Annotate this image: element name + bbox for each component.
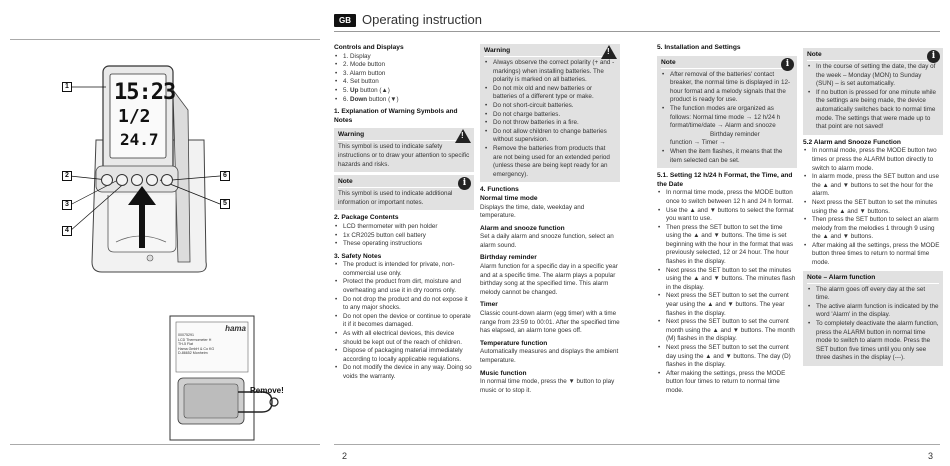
alarm-settings-list [803,147,943,267]
warning-icon: ! [455,129,471,143]
date-note-box [803,48,943,135]
callout-2: 2 [62,171,72,181]
list-text: The function modes are organized as follows: Normal time mode → 12 h/24 h format/time/date → Alarm and snooze [670,104,781,130]
warning-box [334,128,474,172]
device-button-up[interactable] [161,174,173,186]
list-bold: Up [350,86,359,94]
section-5-2-heading: 5.2 Alarm and Snooze Function [803,138,901,146]
list-item: • Do not short-circuit batteries. [484,102,616,111]
normal-mode-heading: Normal time mode [480,194,538,202]
info-icon: i [927,50,940,63]
page-number-left: 2 [342,451,348,461]
list-text: function → Timer → [670,139,726,147]
info-icon: i [458,177,471,190]
list-item: • 2. Mode button [334,61,474,70]
list-text: Birthday reminder [710,130,760,138]
list-item: • In normal mode, press the MODE button two times or press the ALARM button directly to switch to alarm mode. [803,147,943,173]
list-item [661,105,793,148]
list-item: • LCD thermometer with pen holder [334,223,474,232]
alarm-note-list [807,286,939,363]
column-1 [334,44,474,382]
list-item: • 4. Set button [334,78,474,87]
lcd-line-1: 15:23 [114,80,176,105]
list-bold: Down [350,95,368,103]
battery-brand: hama [225,324,246,333]
header-title: Operating instruction [362,12,482,27]
alarm-text: Set a daily alarm and snooze function, select an alarm sound. [480,233,614,249]
device-button-down[interactable] [146,174,158,186]
safety-list [334,261,474,381]
alarm-heading: Alarm and snooze function [480,224,565,232]
list-item: • After making the settings, press the MODE button four times to return to normal time mode. [657,370,797,396]
section-1-heading: 1. Explanation of Warning Symbols and Notes [334,108,458,124]
list-item: • In alarm mode, press the SET button and use the ▲ and ▼ buttons to set the hour for the alarm. [803,173,943,199]
date-note-list [807,63,939,132]
list-item: • When the item flashes, it means that the item selected can be set. [661,148,793,165]
callout-5: 5 [220,199,230,209]
battery-warning-list [484,59,616,179]
list-item: • 1. Display [334,53,474,62]
callout-1: 1 [62,82,72,92]
installation-note-list [661,71,793,166]
installation-note-box [657,56,797,169]
battery-label-line: LCD Thermometer H [178,337,212,342]
list-item: • Then press the SET button to select an alarm melody from the melodies 1 through 9 using the ▲ and ▼ buttons. [803,216,943,242]
list-item: • Always observe the correct polarity (+ and - markings) when installing batteries. The polarity is marked on all batteries. [484,59,616,85]
list-item: • Next press the SET button to set the current month using the ▲ and ▼ buttons. The month (M) flashes in the display. [657,318,797,344]
device-illustration [0,0,330,450]
warning-text: This symbol is used to indicate safety instructions or to draw your attention to specific hazards and risks. [338,143,470,168]
list-item: • In the course of setting the date, the day of the week – Monday (MON) to Sunday (SUN) – is set automatically. [807,63,939,89]
list-item: • The product is intended for private, non-commercial use only. [334,261,474,278]
list-item: • As with all electrical devices, this device should be kept out of the reach of children. [334,330,474,347]
battery-warning-box [480,44,620,182]
time-settings-list [657,189,797,395]
list-item: • Protect the product from dirt, moisture and overheating and use it in dry rooms only. [334,278,474,295]
battery-label [178,324,246,356]
birthday-text: Alarm function for a specific day in a specific year and at a specific time. The alarm plays a popular birthday song at the specified time. This alarm melody cannot be changed. [480,263,618,296]
list-item: • After making all the settings, press the MODE button three times to return to normal time mode. [803,242,943,268]
list-item: • Do not throw batteries in a fire. [484,119,616,128]
device-button-alarm[interactable] [116,174,128,186]
callout-6: 6 [220,171,230,181]
list-item: • The alarm goes off every day at the set time. [807,286,939,303]
list-item: • Do not charge batteries. [484,111,616,120]
list-item: • Next press the SET button to set the current year using the ▲ and ▼ buttons. The year flashes in the display. [657,292,797,318]
list-item: • After removal of the batteries' contact breaker, the normal time is displayed in 12-hour format and a melody signals that the product is ready for use. [661,71,793,105]
list-text: button (▲) [358,86,390,94]
language-badge: GB [334,14,356,27]
column-2 [480,44,620,395]
list-text: 6. [343,95,351,103]
birthday-heading: Birthday reminder [480,254,537,262]
column-4 [803,44,943,369]
list-item: • In normal time mode, press the MODE button once to switch between 12 h and 24 h format. [657,189,797,206]
list-item: • These operating instructions [334,240,474,249]
section-4-heading: 4. Functions [480,186,519,194]
battery-label-line: D-86652 Monheim [178,351,208,356]
list-item: • Next press the SET button to set the minutes using the ▲ and ▼ buttons. The minutes flash in the display. [657,267,797,293]
list-item: • Next press the SET button to set the current day using the ▲ and ▼ buttons. The day (D) flashes in the display. [657,344,797,370]
note-box [334,175,474,210]
warning-title: Warning [338,130,470,141]
section-5-heading: 5. Installation and Settings [657,44,741,51]
battery-label-line: Hama GmbH & Co KG [178,346,215,351]
device-button-set[interactable] [101,174,113,186]
note-title: Note [661,58,793,69]
temperature-text: Automatically measures and displays the ambient temperature. [480,348,619,364]
list-item: • To completely deactivate the alarm function, press the ALARM button in normal time mode to switch to alarm mode. Press the SET button five times until you only see three dashes in the display (---). [807,320,939,363]
note-text: This symbol is used to indicate additional information or important notes. [338,190,453,206]
controls-list [334,53,474,105]
section-5-1-heading: 5.1. Setting 12 h/24 h Format, the Time, and the Date [657,172,793,188]
list-item: • Do not allow children to change batteries without supervision. [484,128,616,145]
list-item: • Remove the batteries from products that are not being used for an extended period (unless these are being kept ready for an emergency). [484,145,616,179]
info-icon: i [781,58,794,71]
page-number-right: 3 [928,451,934,461]
music-text: In normal time mode, press the ▼ button to play music or to stop it. [480,378,615,394]
remove-label: Remove! [250,386,284,395]
list-item: • Do not modify the device in any way. Doing so voids the warranty. [334,364,474,381]
note-title: Note [338,177,470,188]
warning-title: Warning [484,46,616,57]
list-text: 5. [343,86,351,94]
list-item: • If no button is pressed for one minute while the settings are being made, the device automatically switches back to normal time mode. The settings that were made up to that point are not saved! [807,89,939,132]
header-rule [334,31,940,32]
list-item: • Next press the SET button to set the minutes using the ▲ and ▼ buttons. [803,199,943,216]
warning-icon: ! [601,45,617,59]
lcd-line-3: 24.7 [120,130,159,149]
temperature-heading: Temperature function [480,339,548,347]
section-2-heading: 2. Package Contents [334,214,399,222]
list-item [334,96,474,105]
list-item: • Do not mix old and new batteries or batteries of a different type or make. [484,85,616,102]
list-item: • Use the ▲ and ▼ buttons to select the format you want to use. [657,207,797,224]
list-item: • Dispose of packaging material immediately according to locally applicable regulations. [334,347,474,364]
note-title: Note [807,50,939,61]
list-item: • 3. Alarm button [334,70,474,79]
device-button-mode[interactable] [131,174,143,186]
alarm-note-box [803,271,943,366]
list-text: button (▼) [367,95,399,103]
list-item: • Then press the SET button to set the time using the ▲ and ▼ buttons. The time is set beginning with the hour in the format that was previously selected, 12 or 24 hour. The hour flashes in the display. [657,224,797,267]
package-list [334,223,474,249]
list-item: • 1x CR2025 button cell battery [334,232,474,241]
list-item: • Do not open the device or continue to operate it if it becomes damaged. [334,313,474,330]
list-item [334,87,474,96]
section-3-heading: 3. Safety Notes [334,252,382,260]
list-item: • The active alarm function is indicated by the word 'Alarm' in the display. [807,303,939,320]
normal-mode-text: Displays the time, date, weekday and temperature. [480,203,585,220]
music-heading: Music function [480,369,527,377]
controls-heading: Controls and Displays [334,44,404,51]
callout-3: 3 [62,200,72,210]
column-3 [657,44,797,396]
right-bottom-rule [334,444,940,445]
list-item: • Do not drop the product and do not expose it to any major shocks. [334,296,474,313]
timer-text: Classic count-down alarm (egg timer) with a time range from 23:59 to 00:01. After the specified time has elapsed, an alarm tone goes off. [480,310,620,335]
battery-label-line: TH-5 Flat [178,342,193,347]
lcd-line-2: 1/2 [118,106,151,127]
alarm-note-title: Note – Alarm function [807,273,939,284]
timer-heading: Timer [480,301,498,309]
callout-4: 4 [62,226,72,236]
battery-label-line: 00075291 [178,333,194,337]
